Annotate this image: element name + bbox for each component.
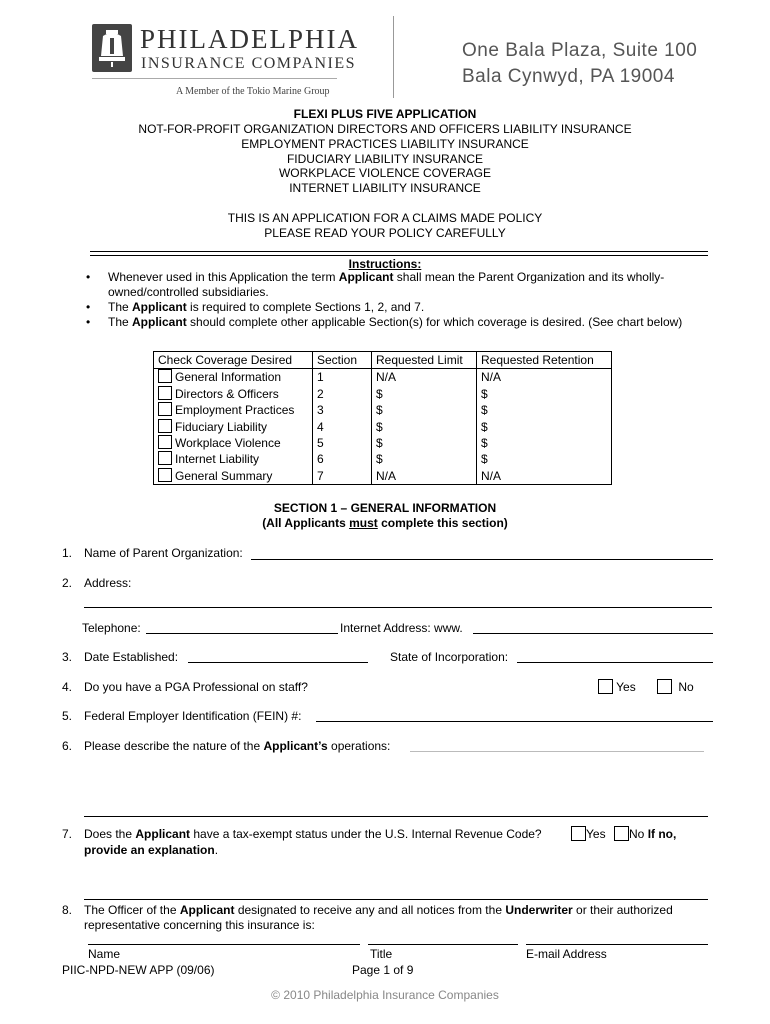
coverage-label: Internet Liability bbox=[175, 452, 260, 467]
coverage-label: Workplace Violence bbox=[175, 436, 281, 451]
parent-organization-field[interactable] bbox=[251, 559, 713, 560]
section-number: 1 bbox=[313, 369, 372, 386]
question-8: 8. The Officer of the Applicant designated to receive any and all notices from the Underwriter or their authorized bbox=[62, 903, 673, 917]
coverage-checkbox[interactable] bbox=[158, 369, 172, 383]
yes-checkbox[interactable] bbox=[571, 826, 586, 841]
state-of-incorporation-field[interactable] bbox=[517, 662, 713, 663]
internet-address-field[interactable] bbox=[473, 633, 713, 634]
telephone-field[interactable] bbox=[146, 633, 338, 634]
requested-limit: N/A bbox=[372, 369, 477, 386]
list-item: • Whenever used in this Application the term Applicant shall mean the Parent Organization and its wholly-owned/controlled subsidiaries. bbox=[108, 270, 738, 300]
tax-exempt-explanation-field[interactable] bbox=[84, 899, 708, 900]
title-line-4: WORKPLACE VIOLENCE COVERAGE bbox=[278, 166, 492, 180]
requested-retention[interactable]: $ bbox=[477, 451, 612, 467]
question-8-continuation: representative concerning this insurance is: bbox=[84, 918, 315, 932]
bell-logo-icon bbox=[92, 24, 132, 72]
table-row bbox=[154, 369, 612, 386]
table-row bbox=[154, 468, 612, 485]
requested-limit[interactable]: $ bbox=[372, 451, 477, 467]
question-6: 6. Please describe the nature of the Applicant’s operations: bbox=[62, 739, 391, 753]
requested-limit[interactable]: $ bbox=[372, 419, 477, 435]
address-line-2: Bala Cynwyd, PA 19004 bbox=[462, 66, 675, 87]
brand-subname: INSURANCE COMPANIES bbox=[141, 55, 357, 72]
table-row bbox=[154, 386, 612, 402]
internet-address-label: Internet Address: www. bbox=[340, 621, 463, 635]
requested-retention[interactable]: $ bbox=[477, 402, 612, 418]
requested-limit[interactable]: $ bbox=[372, 435, 477, 451]
double-rule bbox=[90, 251, 708, 256]
requested-limit: N/A bbox=[372, 468, 477, 485]
operations-continuation-field[interactable] bbox=[84, 816, 708, 817]
tax-exempt-yes-option[interactable]: Yes bbox=[571, 826, 606, 841]
section-number: 3 bbox=[313, 402, 372, 418]
coverage-checkbox[interactable] bbox=[158, 468, 172, 482]
title-line-1: NOT-FOR-PROFIT ORGANIZATION DIRECTORS AND OFFICERS LIABILITY INSURANCE bbox=[138, 122, 632, 136]
coverage-checkbox[interactable] bbox=[158, 402, 172, 416]
coverage-label: Directors & Officers bbox=[175, 386, 279, 401]
table-header-row bbox=[154, 352, 612, 369]
form-id: PIIC-NPD-NEW APP (09/06) bbox=[62, 963, 215, 977]
requested-retention[interactable]: $ bbox=[477, 435, 612, 451]
read-policy-notice: PLEASE READ YOUR POLICY CAREFULLY bbox=[264, 226, 506, 240]
question-7-continuation: provide an explanation. bbox=[84, 843, 219, 857]
officer-name-field[interactable] bbox=[88, 944, 360, 945]
table-row bbox=[154, 402, 612, 418]
pga-yes-option[interactable]: Yes bbox=[598, 679, 636, 694]
pga-no-option[interactable]: No bbox=[657, 679, 694, 694]
no-checkbox[interactable] bbox=[614, 826, 629, 841]
list-item: • The Applicant is required to complete Sections 1, 2, and 7. bbox=[108, 300, 738, 315]
requested-retention: N/A bbox=[477, 369, 612, 386]
fein-field[interactable] bbox=[316, 721, 713, 722]
title-line-5: INTERNET LIABILITY INSURANCE bbox=[289, 181, 481, 195]
yes-checkbox[interactable] bbox=[598, 679, 613, 694]
section-1-subtitle: (All Applicants must complete this section) bbox=[262, 516, 508, 530]
section-number: 2 bbox=[313, 386, 372, 402]
officer-title-field[interactable] bbox=[368, 944, 518, 945]
brand-name: PHILADELPHIA bbox=[140, 24, 359, 54]
coverage-label: General Summary bbox=[175, 468, 273, 483]
question-4: 4. Do you have a PGA Professional on staff? bbox=[62, 680, 308, 694]
section-number: 6 bbox=[313, 451, 372, 467]
table-row bbox=[154, 451, 612, 467]
table-row bbox=[154, 435, 612, 451]
header-retention: Requested Retention bbox=[477, 352, 612, 369]
date-established-field[interactable] bbox=[188, 662, 368, 663]
coverage-checkbox[interactable] bbox=[158, 419, 172, 433]
address-line-1: One Bala Plaza, Suite 100 bbox=[462, 40, 698, 61]
instructions-list bbox=[84, 270, 738, 330]
coverage-checkbox[interactable] bbox=[158, 451, 172, 465]
no-checkbox[interactable] bbox=[657, 679, 672, 694]
question-7: 7. Does the Applicant have a tax-exempt status under the U.S. Internal Revenue Code? bbox=[62, 827, 542, 841]
title-caption: Title bbox=[370, 947, 393, 961]
coverage-label: General Information bbox=[175, 370, 282, 385]
coverage-checkbox[interactable] bbox=[158, 386, 172, 400]
requested-limit[interactable]: $ bbox=[372, 386, 477, 402]
table-row bbox=[154, 419, 612, 435]
requested-retention[interactable]: $ bbox=[477, 386, 612, 402]
section-number: 5 bbox=[313, 435, 372, 451]
instructions-heading: Instructions: bbox=[348, 257, 422, 271]
question-5: 5. Federal Employer Identification (FEIN) #: bbox=[62, 709, 302, 723]
operations-field[interactable] bbox=[410, 751, 704, 752]
question-1: 1. Name of Parent Organization: bbox=[62, 546, 243, 560]
section-number: 7 bbox=[313, 468, 372, 485]
page-number: Page 1 of 9 bbox=[352, 963, 414, 977]
brand-divider bbox=[92, 78, 337, 79]
header-vertical-divider bbox=[393, 16, 394, 98]
copyright: © 2010 Philadelphia Insurance Companies bbox=[271, 988, 499, 1002]
address-field[interactable] bbox=[84, 607, 712, 608]
header-section: Section bbox=[313, 352, 372, 369]
email-caption: E-mail Address bbox=[526, 947, 607, 961]
coverage-label: Employment Practices bbox=[175, 403, 295, 418]
name-caption: Name bbox=[88, 947, 121, 961]
form-title: FLEXI PLUS FIVE APPLICATION bbox=[293, 107, 477, 121]
question-3: 3. Date Established: bbox=[62, 650, 179, 664]
requested-retention: N/A bbox=[477, 468, 612, 485]
requested-limit[interactable]: $ bbox=[372, 402, 477, 418]
coverage-checkbox[interactable] bbox=[158, 435, 172, 449]
tax-exempt-no-option[interactable]: No If no, bbox=[614, 826, 676, 841]
section-1-title: SECTION 1 – GENERAL INFORMATION bbox=[273, 501, 497, 515]
list-item: • The Applicant should complete other applicable Section(s) for which coverage is desired. (See chart below) bbox=[108, 315, 738, 330]
question-2: 2. Address: bbox=[62, 576, 132, 590]
state-of-incorporation-label: State of Incorporation: bbox=[390, 650, 509, 664]
member-tagline: A Member of the Tokio Marine Group bbox=[176, 86, 330, 97]
requested-retention[interactable]: $ bbox=[477, 419, 612, 435]
title-line-3: FIDUCIARY LIABILITY INSURANCE bbox=[286, 152, 484, 166]
header-coverage: Check Coverage Desired bbox=[154, 352, 313, 369]
section-number: 4 bbox=[313, 419, 372, 435]
title-line-2: EMPLOYMENT PRACTICES LIABILITY INSURANCE bbox=[241, 137, 529, 151]
coverage-table bbox=[153, 351, 612, 485]
claims-made-notice: THIS IS AN APPLICATION FOR A CLAIMS MADE POLICY bbox=[227, 211, 543, 225]
telephone-label: Telephone: bbox=[82, 621, 141, 635]
header-limit: Requested Limit bbox=[372, 352, 477, 369]
officer-email-field[interactable] bbox=[526, 944, 708, 945]
coverage-label: Fiduciary Liability bbox=[175, 419, 268, 434]
